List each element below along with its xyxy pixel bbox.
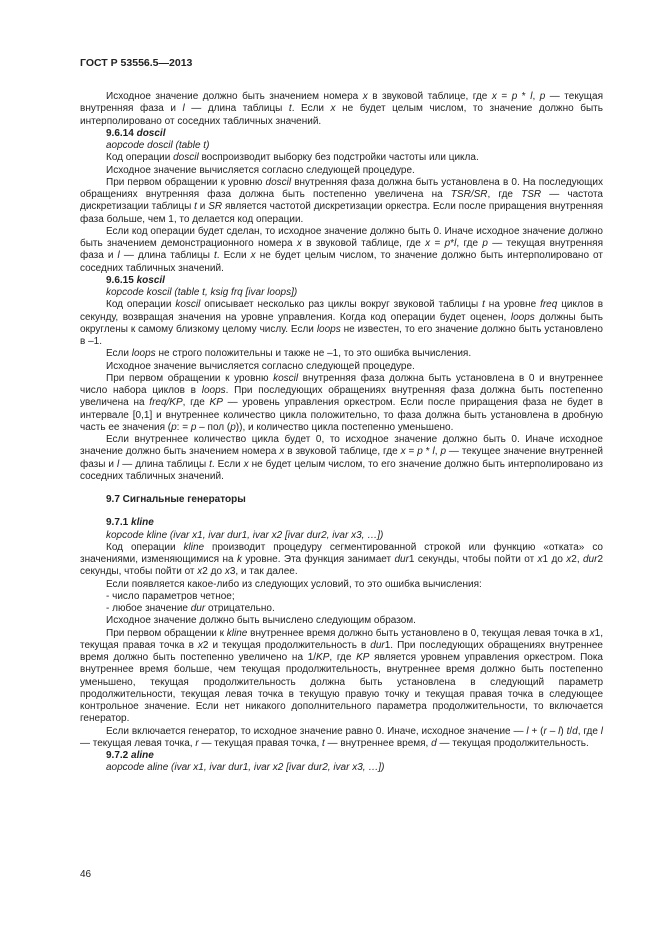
paragraph: Если появляется какое-либо из следующих условий, то это ошибка вычисления: bbox=[106, 578, 482, 590]
opcode-syntax: aopcode aline (ivar x1, ivar dur1, ivar x2 [ivar dur2, ivar x3, …]) bbox=[106, 762, 385, 774]
paragraph: При первом обращении к уровню doscil внутренняя фаза должна быть установлена в 0. На последующих обращениях внутренняя фаза должна быть постепенно увеличена на TSR/SR, где TSR — частота дискретизации таблицы t и SR является частотой дискретизации оркестра. Если после приращения внутренняя фаза больше, чем 1, то делается код операции. bbox=[80, 176, 604, 225]
document-body bbox=[80, 91, 603, 775]
page-number: 46 bbox=[80, 869, 92, 880]
paragraph: При первом обращении к kline внутреннее время должно быть установлено в 0, текущая левая точка в x1, текущая правая точка в x2 и текущая продолжительность в dur1. При последующих обращениях внутреннее время должно быть постепенно увеличено на 1/KP, где KP является уровнем управления оркестром. Пока внутреннее время больше, чем текущая продолжительность, внутреннее время должно быть постепенно уменьшено, текущая продолжительность должна быть установлена в следующий параметр продолжительности, текущая левая точка в текущую правую точку и текущая правая точка в следующее контрольное значение. Если нет никакого дополнительного параметра продолжительности, то включается генератор. bbox=[80, 627, 604, 725]
subsection-heading: 9.7.1 kline bbox=[106, 517, 154, 529]
paragraph: Если включается генератор, то исходное значение равно 0. Иначе, исходное значение — l + (r – l) t/d, где l — текущая левая точка, r — текущая правая точка, t — внутреннее время, d — текущая продолжительность. bbox=[80, 725, 604, 749]
paragraph: Исходное значение вычисляется согласно следующей процедуре. bbox=[106, 360, 415, 372]
opcode-syntax: kopcode koscil (table t, ksig frq [ivar loops]) bbox=[106, 287, 298, 298]
subsection-heading: 9.7.2 aline bbox=[106, 750, 154, 761]
paragraph: Код операции doscil воспроизводит выборку без подстройки частоты или цикла. bbox=[106, 152, 479, 164]
paragraph: Если код операции будет сделан, то исходное значение должно быть 0. Иначе исходное значение должно быть значением демонстрационного номера x в звуковой таблице, где x = p*l, где p — текущая внутренняя фаза и l — длина таблицы t. Если x не будет целым числом, то значение должно быть интерполировано от соседних табличных значений. bbox=[80, 225, 604, 274]
paragraph: Код операции kline производит процедуру сегментированной строкой или функцию «отката» со значениями, изменяющимися на k уровне. Эта функция занимает dur1 секунды, чтобы пойти от x1 до x2, dur2 секунды, чтобы пойти от x2 до x3, и так далее. bbox=[80, 541, 603, 578]
subsection-heading: 9.6.14 doscil bbox=[106, 127, 166, 139]
paragraph: Исходное значение должно быть вычислено следующим образом. bbox=[106, 615, 416, 627]
paragraph: Исходное значение должно быть значением номера x в звуковой таблице, где x = p * l, p — текущая внутренняя фаза и l — длина таблицы t. Если x не будет целым числом, то значение должно быть интерполировано от соседних табличных значений. bbox=[80, 91, 604, 127]
list-item: - число параметров четное; bbox=[106, 590, 235, 602]
section-heading: 9.7 Сигнальные генераторы bbox=[106, 494, 246, 505]
paragraph: Если loops не строго положительны и также не –1, то это ошибка вычисления. bbox=[106, 348, 472, 360]
document-header: ГОСТ Р 53556.5—2013 bbox=[80, 57, 193, 69]
paragraph: Исходное значение вычисляется согласно следующей процедуре. bbox=[106, 164, 415, 176]
paragraph: Код операции koscil описывает несколько раз циклы вокруг звуковой таблицы t на уровне freq циклов в секунду, возвращая значения на уровне управления. Когда код операции будет оценен, loops должны быть округлены к самому близкому целому числу. Если loops не известен, то его значение должно быть установлено в –1. bbox=[80, 299, 604, 347]
subsection-heading: 9.6.15 koscil bbox=[106, 274, 165, 286]
opcode-syntax: aopcode doscil (table t) bbox=[106, 140, 210, 151]
opcode-syntax: kopcode kline (ivar x1, ivar dur1, ivar x2 [ivar dur2, ivar x3, …]) bbox=[106, 529, 384, 541]
list-item: - любое значение dur отрицательно. bbox=[106, 603, 275, 614]
paragraph: Если внутреннее количество цикла будет 0, то исходное значение должно быть 0. Иначе исходное значение должно быть значением номера x в звуковой таблице, где x = p * l, p — текущее значение внутренней фазы и l — длина таблицы t. Если x не будет целым числом, то его значение должно быть интерполировано из соседних табличных значений. bbox=[80, 434, 604, 482]
paragraph: При первом обращении к уровню koscil внутренняя фаза должна быть установлена в 0 и внутреннее число набора циклов в loops. При последующих обращениях внутренняя фаза должна быть постепенно увеличена на freq/KP, где KP — уровень управления оркестром. Если после приращения фаза не будет в интервале [0,1] и внутреннее количество цикла положительно, то фаза должна быть установлена в дробную часть ее значения (p: = p – пол (p)), и количество цикла постепенно уменьшено. bbox=[80, 372, 604, 433]
